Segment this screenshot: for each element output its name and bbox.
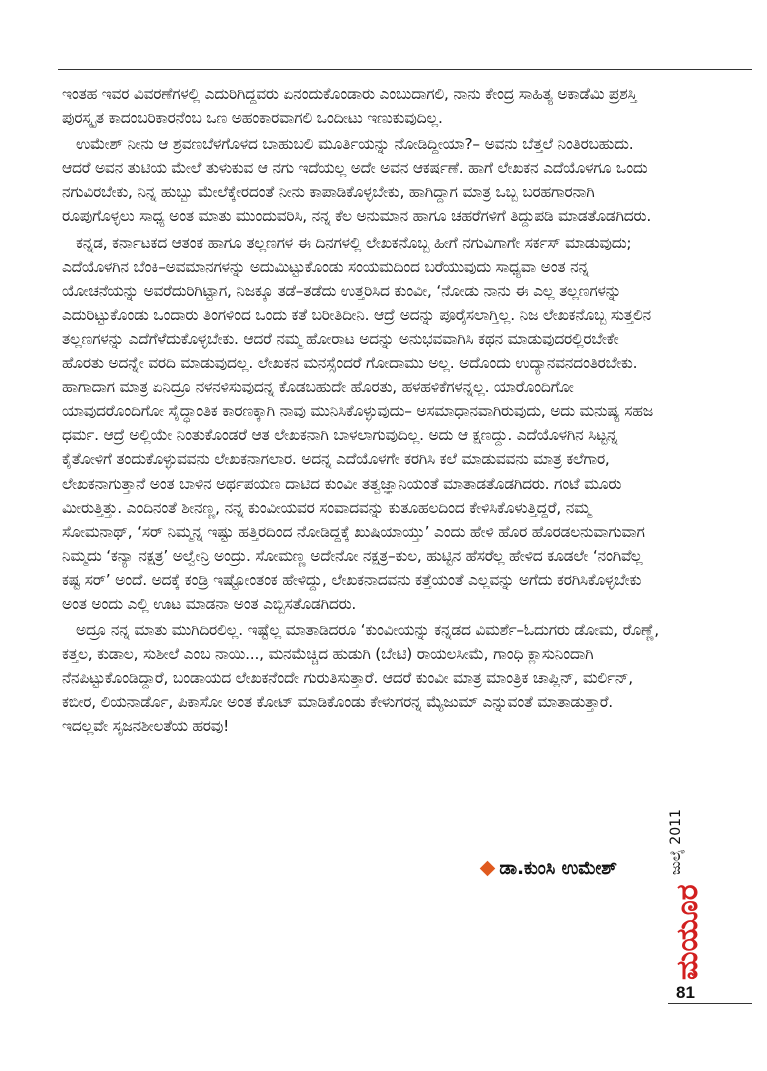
issue-date: ಜುಲೈ 2011 xyxy=(668,809,684,875)
byline xyxy=(482,858,617,879)
magazine-logo: ಮಯೂರ xyxy=(670,884,705,980)
paragraph-1: ಇಂತಹ ಇವರ ವಿವರಣೆಗಳಲ್ಲಿ ಎದುರಿಗಿದ್ದವರು ಏನಂದುಕೊಂಡಾರು ಎಂಬುದಾಗಲಿ, ನಾನು ಕೇಂದ್ರ ಸಾಹಿತ್ಯ ಅಕಾಡೆಮಿ ಪ್ರಶಸ್ತಿ ಪುರಸ್ಕೃತ ಕಾದಂಬರಿಕಾರನೆಂಬ ಒಣ ಅಹಂಕಾರವಾಗಲಿ ಒಂದೀಟು ಇಣುಕುವುದಿಲ್ಲ. xyxy=(62,85,637,128)
article-body xyxy=(62,82,660,741)
paragraph-2: ಉಮೇಶ್ ನೀನು ಆ ಶ್ರವಣಬೆಳಗೊಳದ ಬಾಹುಬಲಿ ಮೂರ್ತಿಯನ್ನು ನೋಡಿದ್ದೀಯಾ?– ಅವನು ಬೆತ್ತಲೆ ನಿಂತಿರಬಹುದು. ಆದರೆ ಅವನ ತುಟಿಯ ಮೇಲೆ ತುಳುಕುವ ಆ ನಗು ಇದೆಯಲ್ಲ ಅದೇ ಅವನ ಆಕರ್ಷಣೆ. ಹಾಗೆ ಲೇಖಕನ ಎದೆಯೊಳಗೂ ಒಂದು ನಗುವಿರಬೇಕು, ನಿನ್ನ ಹುಬ್ಬು ಮೇಲೆಕ್ಕೇರದಂತೆ ನೀನು ಕಾಪಾಡಿಕೊಳ್ಳಬೇಕು, ಹಾಗಿದ್ದಾಗ ಮಾತ್ರ ಒಬ್ಬ ಬರಹಗಾರನಾಗಿ ರೂಪುಗೊಳ್ಳಲು ಸಾಧ್ಯ ಅಂತ ಮಾತು ಮುಂದುವರಿಸಿ, ನನ್ನ ಕೆಲ ಅನುಮಾನ ಹಾಗೂ ಚಹರೆಗಳಿಗೆ ತಿದ್ದುಪಡಿ ಮಾಡತೊಡಗಿದರು. xyxy=(62,135,652,226)
diamond-bullet-icon xyxy=(480,861,496,877)
author-name: ಡಾ.ಕುಂಸಿ ಉಮೇಶ್ xyxy=(499,858,617,879)
paragraph-3: ಕನ್ನಡ, ಕರ್ನಾಟಕದ ಆತಂಕ ಹಾಗೂ ತಲ್ಲಣಗಳ ಈ ದಿನಗಳಲ್ಲಿ ಲೇಖಕನೊಬ್ಬ ಹೀಗೆ ನಗುವಿಗಾಗೇ ಸರ್ಕಸ್ ಮಾಡುವುದು; ಎದೆಯೊಳಗಿನ ಬೆಂಕಿ–ಅವಮಾನಗಳನ್ನು ಅದುಮಿಟ್ಟುಕೊಂಡು ಸಂಯಮದಿಂದ ಬರೆಯುವುದು ಸಾಧ್ಯವಾ ಅಂತ ನನ್ನ ಯೋಚನೆಯನ್ನು ಅವರೆದುರಿಗಿಟ್ಟಾಗ, ನಿಜಕ್ಕೂ ತಡೆ–ತಡೆದು ಉತ್ತರಿಸಿದ ಕುಂವೀ, ‘ನೋಡು ನಾನು ಈ ಎಲ್ಲ ತಲ್ಲಣಗಳನ್ನು ಎದುರಿಟ್ಟುಕೊಂಡು ಒಂದಾರು ತಿಂಗಳಿಂದ ಒಂದು ಕತೆ ಬರೀತಿದೀನಿ. ಆದ್ರೆ ಅದನ್ನು ಪೂರೈಸಲಾಗ್ತಿಲ್ಲ. ನಿಜ ಲೇಖಕನೊಬ್ಬ ಸುತ್ತಲಿನ ತಲ್ಲಣಗಳನ್ನು ಎದೆಗೆಳೆದುಕೊಳ್ಳಬೇಕು. ಆದರೆ ನಮ್ಮ ಹೋರಾಟ ಅದನ್ನು ಅನುಭವವಾಗಿಸಿ ಕಥನ ಮಾಡುವುದರಲ್ಲಿರಬೇಕೇ ಹೊರತು ಅದನ್ನೇ ವರದಿ ಮಾಡುವುದಲ್ಲ. ಲೇಖಕನ ಮನಸ್ಸೆಂದರೆ ಗೋದಾಮು ಅಲ್ಲ. ಅದೊಂದು ಉದ್ಯಾನವನದಂತಿರಬೇಕು. ಹಾಗಾದಾಗ ಮಾತ್ರ ಏನಿದ್ರೂ ನಳನಳಿಸುವುದನ್ನ ಕೊಡಬಹುದೇ ಹೊರತು, ಹಳಹಳಿಕೆಗಳನ್ನಲ್ಲ. ಯಾರೊಂದಿಗೋ ಯಾವುದರೊಂದಿಗೋ ಸೈದ್ಧಾಂತಿಕ ಕಾರಣಕ್ಕಾಗಿ ನಾವು ಮುನಿಸಿಕೊಳ್ಳುವುದು– ಅಸಮಾಧಾನವಾಗಿರುವುದು, ಅದು ಮನುಷ್ಯ ಸಹಜ ಧರ್ಮ. ಆದ್ರೆ ಅಲ್ಲಿಯೇ ನಿಂತುಕೊಂಡರೆ ಆತ ಲೇಖಕನಾಗಿ ಬಾಳಲಾಗುವುದಿಲ್ಲ. ಅದು ಆ ಕ್ಷಣದ್ದು. ಎದೆಯೊಳಗಿನ ಸಿಟ್ಟನ್ನ ಕೈತೋಳಿಗೆ ತಂದುಕೊಳ್ಳುವವನು ಲೇಖಕನಾಗಲಾರ. ಅದನ್ನ ಎದೆಯೊಳಗೇ ಕರಗಿಸಿ ಕಲೆ ಮಾಡುವವನು ಮಾತ್ರ ಕಲೆಗಾರ, ಲೇಖಕನಾಗುತ್ತಾನೆ ಅಂತ ಬಾಳಿನ ಅರ್ಥಪಯಣ ದಾಟಿದ ಕುಂವೀ ತತ್ವಜ್ಞಾನಿಯಂತೆ ಮಾತಾಡತೊಡಗಿದರು. ಗಂಟೆ ಮೂರು ಮೀರುತ್ತಿತ್ತು. ಎಂದಿನಂತೆ ಶೀನಣ್ಣ, ನನ್ನ ಕುಂವೀಯವರ ಸಂವಾದವನ್ನು ಕುತೂಹಲದಿಂದ ಕೇಳಿಸಿಕೊಳುತ್ತಿದ್ದರೆ, ನಮ್ಮ ಸೋಮನಾಥ್, ‘ಸರ್ ನಿಮ್ಮನ್ನ ಇಷ್ಟು ಹತ್ತಿರದಿಂದ ನೋಡಿದ್ದಕ್ಕೆ ಖುಷಿಯಾಯ್ತು’ ಎಂದು ಹೇಳಿ ಹೊರ ಹೊರಡಲನುವಾಗುವಾಗ ನಿಮ್ಮದು ‘ಕನ್ಯಾ ನಕ್ಷತ್ರ’ ಅಲ್ವೇನ್ರಿ ಅಂದ್ರು. ಸೋಮಣ್ಣ ಅದೇನೋ ನಕ್ಷತ್ರ–ಕುಲ, ಹುಟ್ಟಿನ ಹೆಸರೆಲ್ಲ ಹೇಳಿದ ಕೂಡಲೇ ‘ನಂಗಿವೆಲ್ಲ ಕಷ್ಟ ಸರ್’ ಅಂದೆ. ಅದಕ್ಕೆ ಕಂಡ್ರಿ ಇಷ್ಟೋಂತಂಕ ಹೇಳಿದ್ದು, ಲೇಖಕನಾದವನು ಕತ್ತೆಯಂತೆ ಎಲ್ಲವನ್ನು ಅಗೆದು ಕರಗಿಸಿಕೊಳ್ಳಬೇಕು ಅಂತ ಅಂದು ಎಲ್ಲಿ ಊಟ ಮಾಡನಾ ಅಂತ ಎಬ್ಬಿಸತೊಡಗಿದರು. xyxy=(62,233,653,613)
paragraph-4: ಅದ್ರೂ ನನ್ನ ಮಾತು ಮುಗಿದಿರಲಿಲ್ಲ. ಇಷ್ಟೆಲ್ಲ ಮಾತಾಡಿದರೂ ‘ಕುಂವೀಯನ್ನು ಕನ್ನಡದ ವಿಮರ್ಶೆ–ಓದುಗರು ಡೋಮ, ರೊಣ್ಣೆ, ಕತ್ತಲ, ಕುಡಾಲ, ಸುಶೀಲೆ ಎಂಬ ನಾಯಿ..., ಮನಮೆಚ್ಚಿದ ಹುಡುಗಿ (ಬೇಟಿ) ರಾಯಲಸೀಮೆ, ಗಾಂಧಿ ಕ್ಲಾಸುನಿಂದಾಗಿ ನೆನಪಿಟ್ಟುಕೊಂಡಿದ್ದಾರೆ, ಬಂಡಾಯದ ಲೇಖಕನೆಂದೇ ಗುರುತಿಸುತ್ತಾರೆ. ಆದರೆ ಕುಂವೀ ಮಾತ್ರ ಮಾಂತ್ರಿಕ ಚಾಪ್ಲಿನ್, ಮರ್ಲಿನ್, ಕಬೀರ, ಲಿಯನಾರ್ಡೊ, ಪಿಕಾಸೋ ಅಂತ ಕೋಟ್ ಮಾಡಿಕೊಂಡು ಕೇಳುಗರನ್ನ ಮ್ಯೆಜುಮ್ ಎನ್ನುವಂತೆ ಮಾತಾಡುತ್ತಾರೆ. ಇದಲ್ಲವೇ ಸೃಜನಶೀಲತೆಯ ಹರವು! xyxy=(62,621,659,736)
top-rule xyxy=(58,69,752,70)
page-number: 81 xyxy=(676,983,695,1002)
bottom-rule xyxy=(668,1003,752,1004)
